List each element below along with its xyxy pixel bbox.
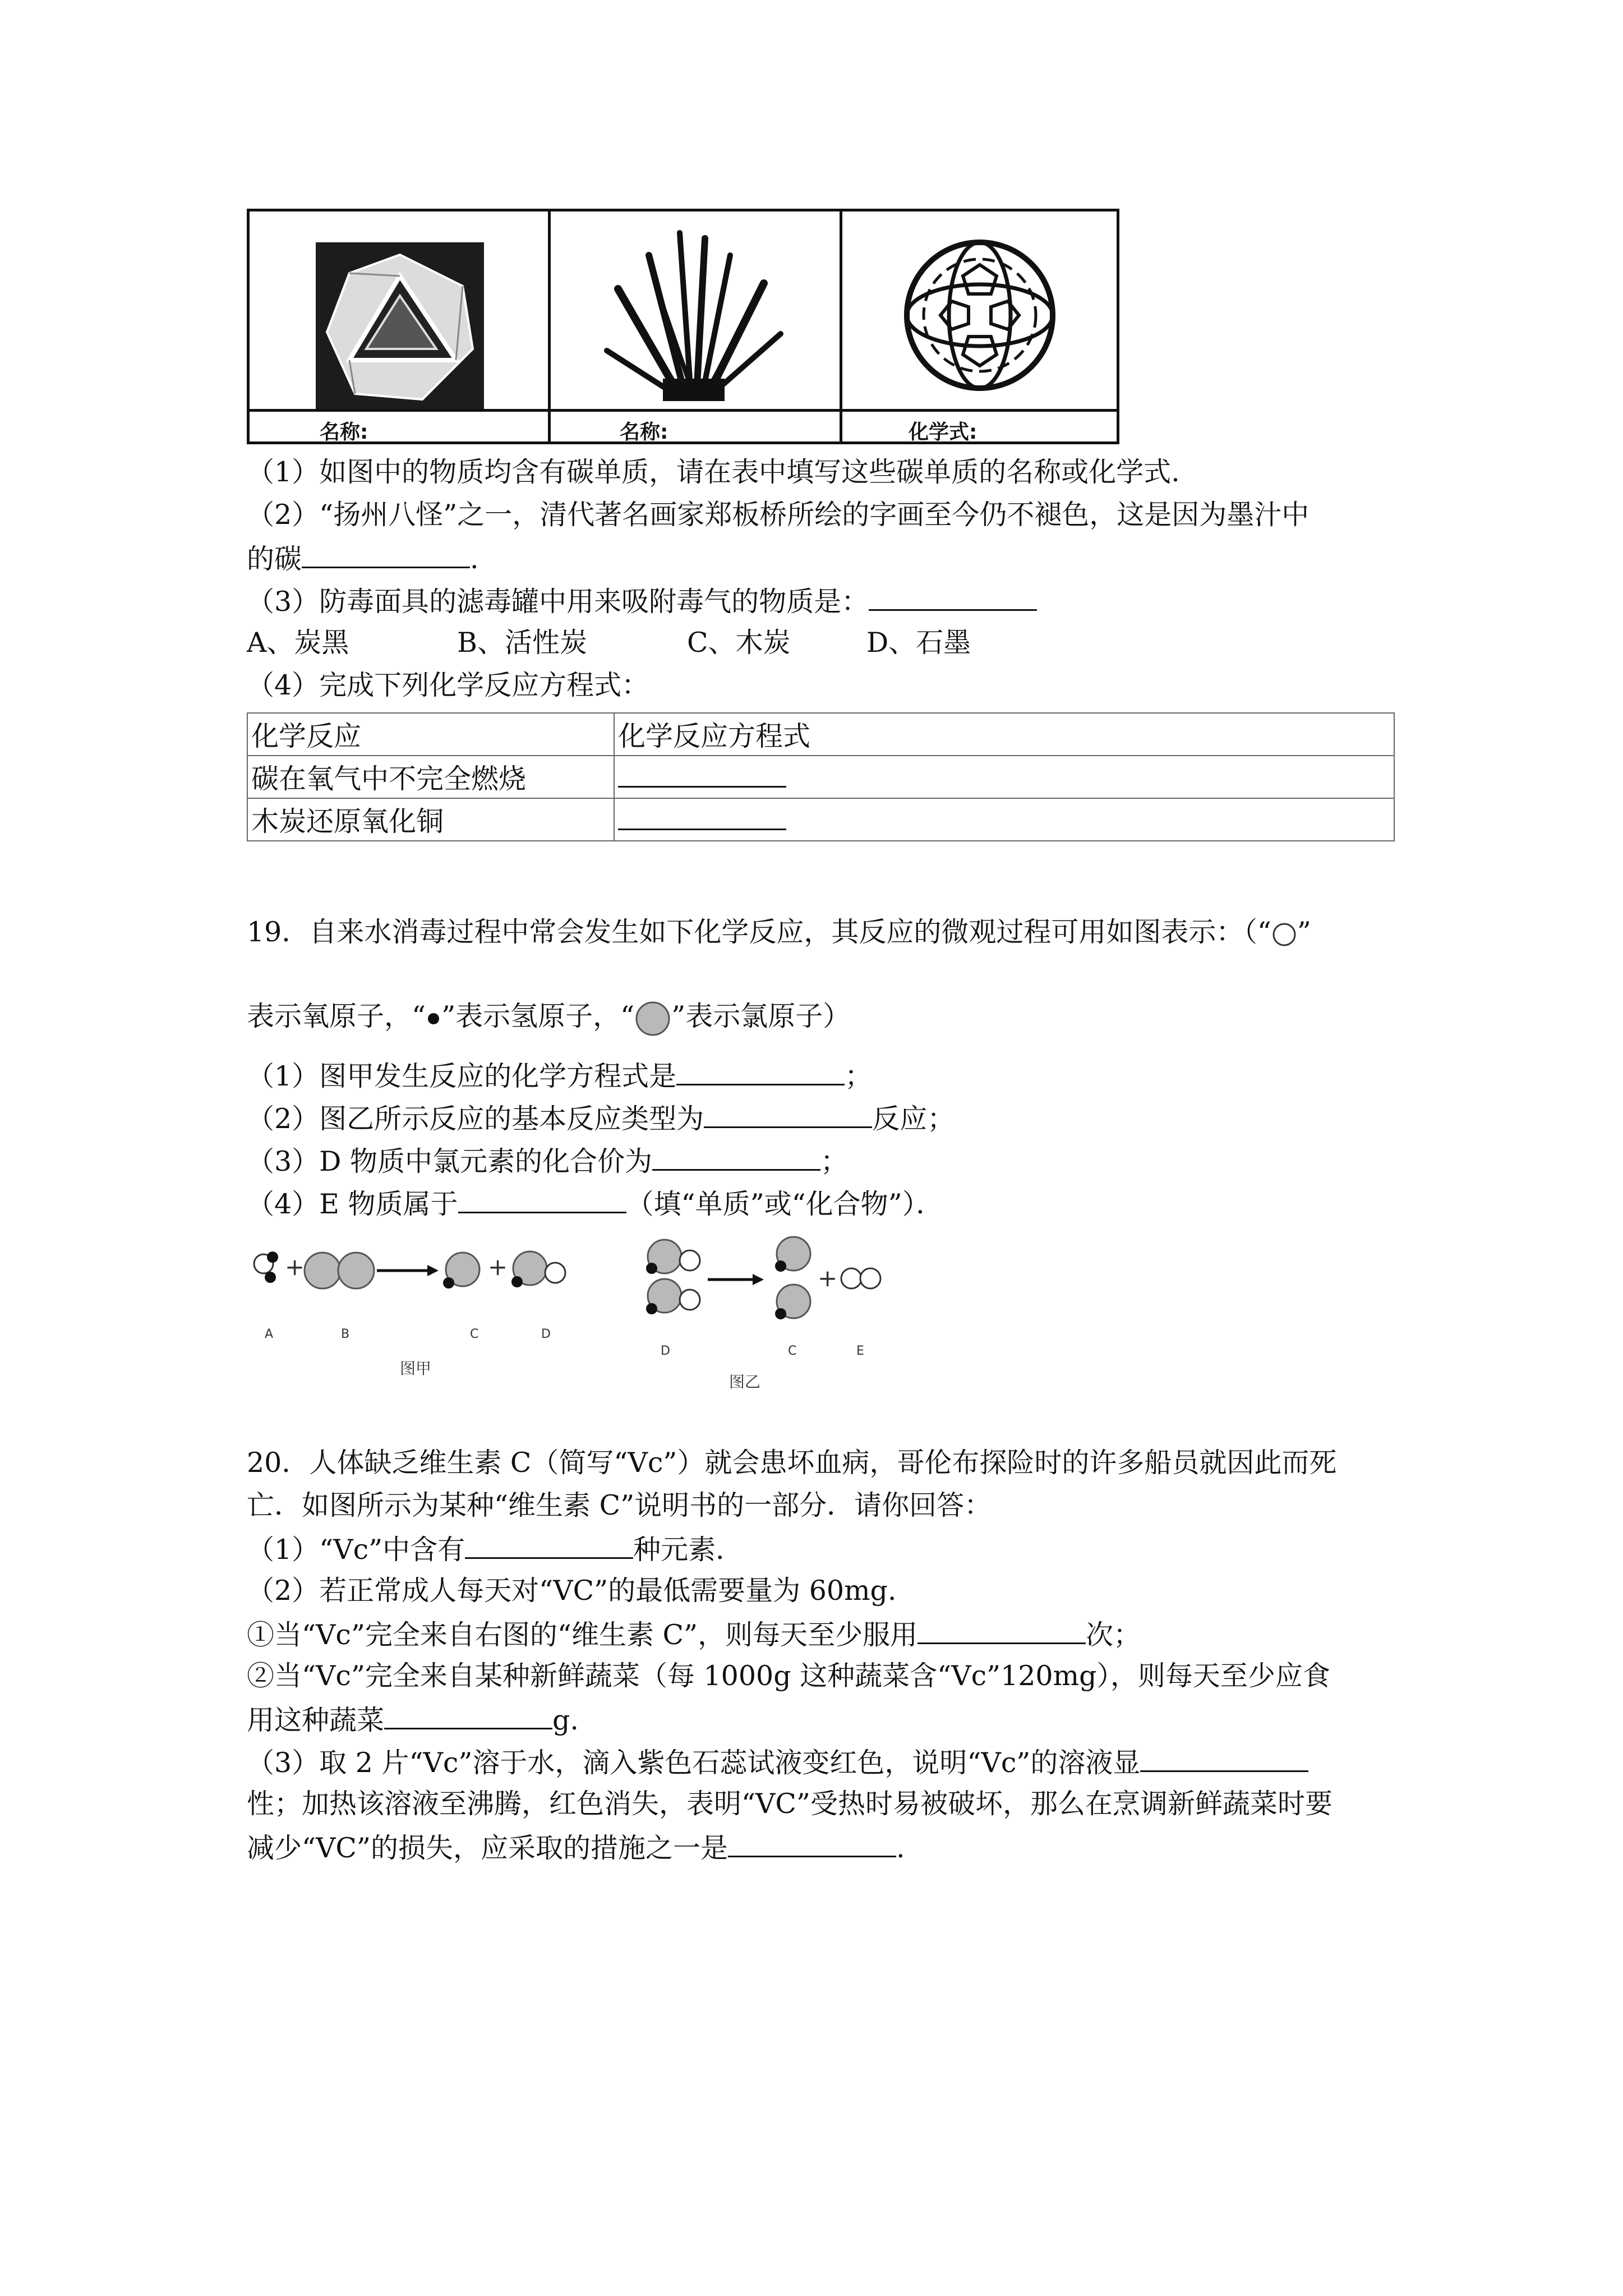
q19-sub3-end: ； — [820, 1145, 849, 1177]
label-c: C — [470, 1327, 479, 1341]
reaction-table — [247, 712, 1395, 841]
reaction-diagram — [247, 1231, 920, 1400]
figure-label-row — [250, 409, 1117, 444]
q19-legend-h: ”表示氢原子，“ — [441, 1000, 635, 1032]
q19-sub2-end: 反应； — [872, 1103, 955, 1135]
option-d: D、石墨 — [866, 627, 971, 659]
c60-fullerene-image — [890, 231, 1069, 399]
q19-intro-line2 — [247, 1000, 850, 1037]
q20-sub1-end: 种元素． — [633, 1534, 744, 1566]
q19-legend-cl: ”表示氯原子） — [671, 1000, 851, 1032]
figure-cell-c60 — [842, 211, 1117, 441]
q20-blank-3[interactable] — [384, 1702, 552, 1729]
q20-sub2-2-line1: ②当“Vc”完全来自某种新鲜蔬菜（每 1000g 这种蔬菜含“Vc”120mg），则每天至少应食 — [247, 1660, 1330, 1692]
q19-blank-4[interactable] — [458, 1186, 626, 1213]
q20-sub1 — [247, 1531, 743, 1567]
graphite-rods-image — [596, 222, 797, 407]
q19-sub1-text: （1）图甲发生反应的化学方程式是 — [247, 1060, 677, 1092]
reaction-arrow-icon — [377, 1265, 439, 1276]
plus-sign: + — [285, 1253, 305, 1281]
q20-sub2-2-end: g. — [552, 1704, 579, 1736]
q18-part1: （1）如图中的物质均含有碳单质，请在表中填写这些碳单质的名称或化学式. — [247, 456, 1180, 488]
name-label-2: 名称: — [620, 421, 668, 444]
q19-blank-1[interactable] — [676, 1058, 845, 1085]
q19-blank-2[interactable] — [704, 1101, 872, 1128]
q20-sub2-2-text: 用这种蔬菜 — [247, 1704, 385, 1736]
diamond-crystal-image — [316, 242, 484, 411]
q20-blank-1[interactable] — [465, 1531, 633, 1559]
q20-sub3-end: . — [896, 1832, 905, 1864]
option-a: A、炭黑 — [247, 627, 349, 659]
q20-blank-5[interactable] — [728, 1830, 896, 1857]
caption-jia: 图甲 — [400, 1359, 432, 1378]
formula-label: 化学式: — [909, 421, 978, 444]
q19-sub4-text: （4）E 物质属于 — [247, 1188, 458, 1220]
header-equation: 化学反应方程式 — [614, 713, 1394, 756]
reaction-name: 碳在氧气中不完全燃烧 — [247, 756, 614, 798]
q19-sub2-text: （2）图乙所示反应的基本反应类型为 — [247, 1103, 704, 1135]
q18-part3-text: （3）防毒面具的滤毒罐中用来吸附毒气的物质是： — [247, 586, 869, 618]
reaction-arrow-icon — [708, 1274, 764, 1285]
q20-sub2-1-end: 次； — [1086, 1619, 1141, 1651]
q20-sub3-line3-text: 减少“VC”的损失，应采取的措施之一是 — [247, 1832, 728, 1864]
q20-blank-2[interactable] — [917, 1617, 1086, 1644]
reaction-table-header — [247, 713, 1394, 756]
label-c: C — [788, 1344, 797, 1358]
q20-sub3-line1 — [247, 1745, 1308, 1780]
q20-sub3-text: （3）取 2 片“Vc”溶于水，滴入紫色石蕊试液变红色，说明“Vc”的溶液显 — [247, 1747, 1141, 1779]
q20-sub3-line2: 性；加热该溶液至沸腾，红色消失，表明“VC”受热时易被破坏，那么在烹调新鲜蔬菜时要 — [247, 1788, 1332, 1820]
q19-sub1 — [247, 1058, 872, 1093]
molecule-b — [305, 1253, 374, 1289]
chlorine-atom-icon — [634, 1000, 671, 1037]
q18-part2-line2 — [247, 541, 479, 576]
molecule-d — [511, 1251, 565, 1287]
option-b: B、活性炭 — [457, 627, 588, 659]
molecule-d-pair — [646, 1240, 700, 1314]
plus-sign: + — [488, 1253, 508, 1281]
hydrogen-atom-icon — [426, 1011, 441, 1027]
label-b: B — [341, 1327, 350, 1341]
figure-cell-graphite — [551, 211, 842, 441]
reaction-name: 木炭还原氧化铜 — [247, 798, 614, 841]
q19-blank-3[interactable] — [652, 1143, 820, 1171]
q18-part4: （4）完成下列化学反应方程式： — [247, 669, 649, 701]
q18-answer-blank-2[interactable] — [302, 541, 470, 568]
equation-blank-2[interactable] — [618, 803, 786, 830]
q20-sub2-1 — [247, 1617, 1141, 1652]
table-row — [247, 756, 1394, 798]
option-c: C、木炭 — [687, 627, 791, 659]
oxygen-atom-icon — [1271, 922, 1297, 947]
q19-sub4 — [247, 1186, 943, 1221]
q19-intro-text: 19．自来水消毒过程中常会发生如下化学反应，其反应的微观过程可用如图表示：（“ — [247, 916, 1271, 948]
q19-sub1-end: ； — [845, 1060, 873, 1092]
equation-cell — [614, 756, 1394, 798]
table-row — [247, 798, 1394, 841]
q19-sub3 — [247, 1143, 848, 1179]
q18-part2-line1: （2）“扬州八怪”之一，清代著名画家郑板桥所绘的字画至今仍不褪色，这是因为墨汁中 — [247, 499, 1310, 531]
q20-intro-line1: 20．人体缺乏维生素 C（简写“Vc”）就会患坏血病，哥伦布探险时的许多船员就因此而死 — [247, 1447, 1337, 1479]
q20-sub1-text: （1）“Vc”中含有 — [247, 1534, 465, 1566]
q20-sub3-line3 — [247, 1830, 905, 1865]
q20-sub2-1-text: ①当“Vc”完全来自右图的“维生素 C”，则每天至少服用 — [247, 1619, 918, 1651]
caption-yi: 图乙 — [729, 1373, 761, 1391]
equation-blank-1[interactable] — [618, 760, 786, 788]
q20-sub2: （2）若正常成人每天对“VC”的最低需要量为 60mg. — [247, 1575, 897, 1607]
label-e: E — [856, 1344, 864, 1358]
q18-part2-end: . — [470, 543, 479, 575]
molecule-a — [254, 1251, 278, 1283]
figure-cell-diamond — [250, 211, 551, 441]
molecule-e — [841, 1268, 880, 1289]
q19-intro-quote: ” — [1297, 916, 1311, 948]
q18-options — [247, 626, 971, 660]
q18-part3 — [247, 583, 1037, 619]
q20-intro-line2: 亡．如图所示为某种“维生素 C”说明书的一部分．请你回答： — [247, 1489, 992, 1521]
molecule-c-pair — [775, 1237, 810, 1319]
q18-part2-text: 的碳 — [247, 543, 302, 575]
label-d: D — [541, 1327, 551, 1341]
q19-sub2 — [247, 1101, 955, 1136]
equation-cell — [614, 798, 1394, 841]
q19-intro-line1 — [247, 915, 1311, 949]
q20-sub2-2-line2 — [247, 1702, 579, 1737]
q20-blank-4[interactable] — [1140, 1745, 1308, 1772]
molecule-c — [443, 1253, 479, 1289]
header-reaction: 化学反应 — [247, 713, 614, 756]
name-label-1: 名称: — [320, 421, 368, 444]
q19-sub3-text: （3）D 物质中氯元素的化合价为 — [247, 1145, 653, 1177]
q19-sub4-end: （填“单质”或“化合物”）． — [626, 1188, 944, 1220]
label-d: D — [661, 1344, 670, 1358]
q19-legend-o: 表示氧原子，“ — [247, 1000, 426, 1032]
plus-sign: + — [818, 1264, 838, 1292]
label-a: A — [265, 1327, 274, 1341]
q18-answer-blank-3[interactable] — [869, 583, 1037, 611]
carbon-figure-table — [247, 209, 1119, 444]
